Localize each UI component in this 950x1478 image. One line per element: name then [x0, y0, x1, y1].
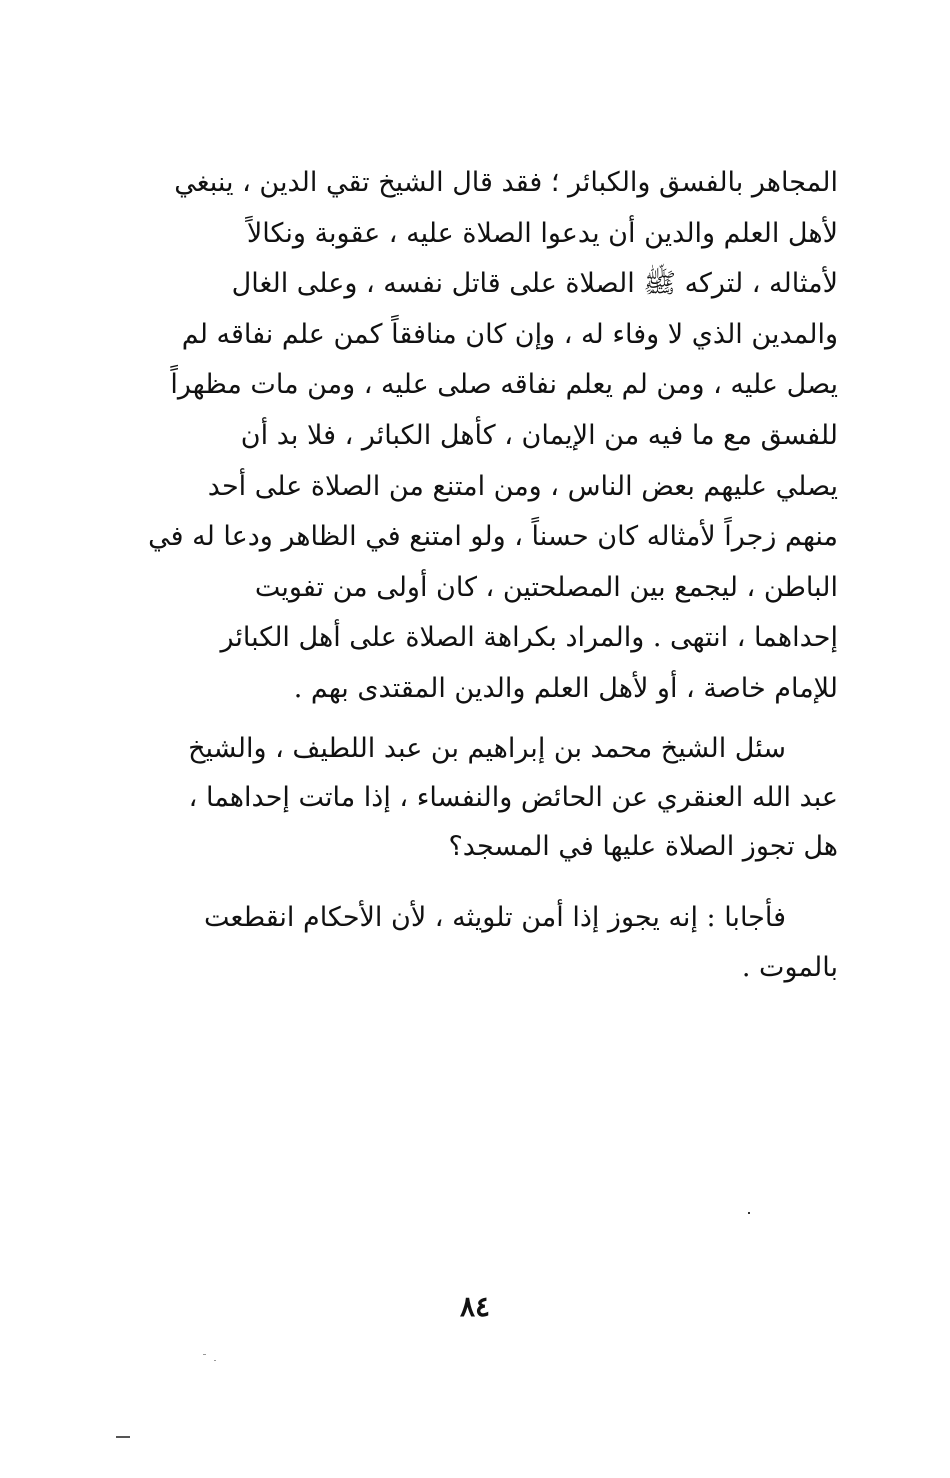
text-line: فأجابا : إنه يجوز إذا أمن تلويثه ، لأن الأحكام انقطعت — [204, 902, 786, 933]
text-line: عبد الله العنقري عن الحائض والنفساء ، إذا ماتت إحداهما ، — [188, 782, 838, 813]
text-line: يصل عليه ، ومن لم يعلم نفاقه صلى عليه ، ومن مات مظهراً — [170, 369, 838, 401]
text-line: يصلي عليهم بعض الناس ، ومن امتنع من الصلاة على أحد — [207, 470, 838, 502]
text-line: للإمام خاصة ، أو لأهل العلم والدين المقتدى بهم . — [293, 672, 838, 704]
text-line: سئل الشيخ محمد بن إبراهيم بن عبد اللطيف ، والشيخ — [188, 733, 786, 764]
page-number: ٨٤ — [459, 1290, 491, 1323]
scan-speck — [748, 1212, 750, 1214]
paragraph-2 — [108, 724, 838, 871]
paragraph-3 — [108, 893, 838, 993]
text-line: للفسق مع ما فيه من الإيمان ، كأهل الكبائر ، فلا بد أن — [240, 419, 838, 451]
text-line: المجاهر بالفسق والكبائر ؛ فقد قال الشيخ تقي الدين ، ينبغي — [174, 167, 838, 198]
scan-speck — [116, 1436, 130, 1438]
scan-speck — [203, 1354, 206, 1355]
paragraph-1 — [108, 158, 838, 715]
text-line: لأمثاله ، لتركه ﷺ الصلاة على قاتل نفسه ، وعلى الغال — [231, 268, 838, 300]
text-line: لأهل العلم والدين أن يدعوا الصلاة عليه ، عقوبة ونكالاً — [246, 217, 838, 249]
text-line: بالموت . — [741, 952, 838, 983]
text-line: إحداهما ، انتهى . والمراد بكراهة الصلاة على أهل الكبائر — [220, 622, 838, 654]
text-line: هل تجوز الصلاة عليها في المسجد؟ — [448, 831, 838, 862]
scan-speck — [214, 1360, 216, 1361]
text-line: والمدين الذي لا وفاء له ، وإن كان منافقاً كمن علم نفاقه لم — [181, 318, 838, 350]
text-line: الباطن ، ليجمع بين المصلحتين ، كان أولى من تفويت — [254, 571, 838, 603]
text-line: منهم زجراً لأمثاله كان حسناً ، ولو امتنع في الظاهر ودعا له في — [148, 521, 838, 553]
